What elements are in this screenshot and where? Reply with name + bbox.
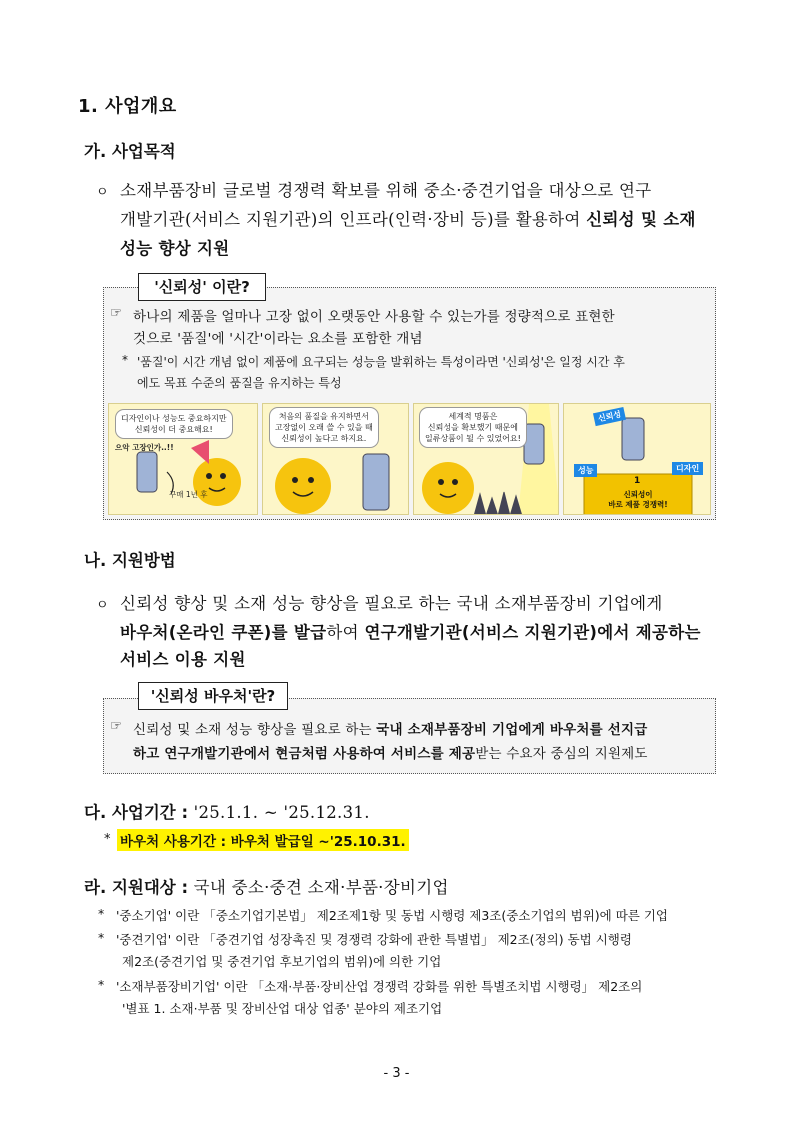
bubble-text: 일류상품이 될 수 있었어요! <box>425 434 521 443</box>
purpose-heading: 가. 사업목적 <box>84 142 176 161</box>
method-line-2-bold: 바우처(온라인 쿠폰)를 발급 <box>120 623 327 642</box>
target-row <box>84 874 449 898</box>
bullet-icon: ㅇ <box>96 598 109 613</box>
reliability-tag: '신뢰성' 이란? <box>138 273 266 301</box>
podium-rank: 1 <box>634 476 641 486</box>
cartoon-bubble-3 <box>419 407 527 448</box>
sign-performance: 성능 <box>574 464 597 477</box>
bullet-icon: ㅇ <box>96 185 109 200</box>
definition-line-1: 하나의 제품을 얼마나 고장 없이 오랫동안 사용할 수 있는가를 정량적으로 표현한 <box>133 309 615 325</box>
footnote-mark: * <box>98 977 105 992</box>
cartoon-label: 으악 고장인가..!! <box>115 443 174 452</box>
footnote-1: '중소기업' 이란 「중소기업기본법」 제2조제1항 및 동법 시행령 제3조(중소기업의 범위)에 따른 기업 <box>116 908 668 923</box>
pointer-icon: ☞ <box>110 305 123 321</box>
pointer-icon: ☞ <box>110 718 123 734</box>
bubble-text: 고장없이 오래 쓸 수 있을 때 <box>275 423 373 432</box>
bubble-text: 세계적 명품은 <box>448 412 498 421</box>
method-line-2 <box>120 619 701 643</box>
definition-line-2: 것으로 '품질'에 '시간'이라는 요소를 포함한 개념 <box>133 331 423 347</box>
note-mark: * <box>122 353 128 367</box>
page-number: - 3 - <box>383 1066 410 1081</box>
cartoon-panel-2 <box>262 403 409 515</box>
caption-text: 바로 제품 경쟁력! <box>608 500 668 509</box>
method-heading: 나. 지원방법 <box>84 551 176 570</box>
voucher-line-1 <box>133 718 647 738</box>
voucher-line-2 <box>133 742 648 762</box>
bubble-text: 신뢰성이 더 중요해요! <box>134 425 213 434</box>
cartoon-bubble-2 <box>269 407 379 448</box>
method-line-1: 신뢰성 향상 및 소재 성능 향상을 필요로 하는 국내 소재부품장비 기업에게 <box>120 594 663 613</box>
period-row <box>84 799 370 823</box>
target-heading: 라. 지원대상 : <box>84 878 189 897</box>
method-line-3: 서비스 이용 지원 <box>120 650 246 669</box>
bubble-text: 신뢰성이 높다고 하지요. <box>281 434 367 443</box>
sign-reliability: 신뢰성 <box>593 407 626 426</box>
method-line-2-text: 하여 <box>326 623 365 642</box>
cartoon-panel-4 <box>563 403 711 515</box>
footnote-mark: * <box>98 906 105 921</box>
purpose-line-2-bold: 신뢰성 및 소재 <box>586 210 696 229</box>
caption-text: 신뢰성이 <box>623 490 653 499</box>
cartoon-panel-3 <box>413 403 559 515</box>
voucher-line-1-text: 신뢰성 및 소재 성능 향상을 필요로 하는 <box>133 722 377 738</box>
bubble-text: 신뢰성을 확보했기 때문에 <box>427 423 518 432</box>
voucher-line-2-bold: 하고 연구개발기관에서 현금처럼 사용하여 서비스를 제공 <box>133 746 476 762</box>
footnote-2a: '중견기업' 이란 「중견기업 성장촉진 및 경쟁력 강화에 관한 특별법」 제2조(정의) 동법 시행령 <box>116 932 632 947</box>
voucher-line-2-text: 받는 수요자 중심의 지원제도 <box>475 746 648 762</box>
footnote-2b: 제2조(중견기업 및 중견기업 후보기업의 범위)에 의한 기업 <box>122 954 442 969</box>
period-value: '25.1.1. ~ '25.12.31. <box>188 803 370 822</box>
purpose-line-2-text: 개발기관(서비스 지원기관)의 인프라(인력·장비 등)를 활용하여 <box>120 210 587 229</box>
note-mark: * <box>104 832 111 847</box>
purpose-line-1: 소재부품장비 글로벌 경쟁력 확보를 위해 중소·중견기업을 대상으로 연구 <box>120 181 652 200</box>
purpose-line-3: 성능 향상 지원 <box>120 239 230 258</box>
target-value: 국내 중소·중견 소재·부품·장비기업 <box>188 878 449 897</box>
voucher-line-1-bold: 국내 소재부품장비 기업에게 바우처를 선지급 <box>376 722 648 738</box>
cartoon-label: 구매 1년 후 <box>169 490 208 499</box>
footnote-3a: '소재부품장비기업' 이란 「소재·부품·장비산업 경쟁력 강화를 위한 특별조치법 시행령」 제2조의 <box>116 979 643 994</box>
footnote-mark: * <box>98 930 105 945</box>
sign-design: 디자인 <box>672 462 703 475</box>
definition-note-1: '품질'이 시간 개념 없이 제품에 요구되는 성능을 발휘하는 특성이라면 '신뢰성'은 일정 시간 후 <box>137 355 625 369</box>
period-heading: 다. 사업기간 : <box>84 803 189 822</box>
section-title: 1. 사업개요 <box>78 96 177 117</box>
bubble-text: 처음의 품질을 유지하면서 <box>278 412 369 421</box>
voucher-tag: '신뢰성 바우처'란? <box>138 682 288 710</box>
voucher-period-note: 바우처 사용기간 : 바우처 발급일 ~'25.10.31. <box>117 829 409 851</box>
footnote-3b: '별표 1. 소재·부품 및 장비산업 대상 업종' 분야의 제조기업 <box>122 1001 443 1016</box>
purpose-line-2 <box>120 206 696 230</box>
method-line-2-bold: 연구개발기관(서비스 지원기관)에서 제공하는 <box>364 623 701 642</box>
bubble-text: 디자인이나 성능도 중요하지만 <box>121 414 227 423</box>
podium-caption <box>594 490 682 510</box>
cartoon-panel-1 <box>108 403 258 515</box>
definition-note-2: 에도 목표 수준의 품질을 유지하는 특성 <box>137 376 342 390</box>
